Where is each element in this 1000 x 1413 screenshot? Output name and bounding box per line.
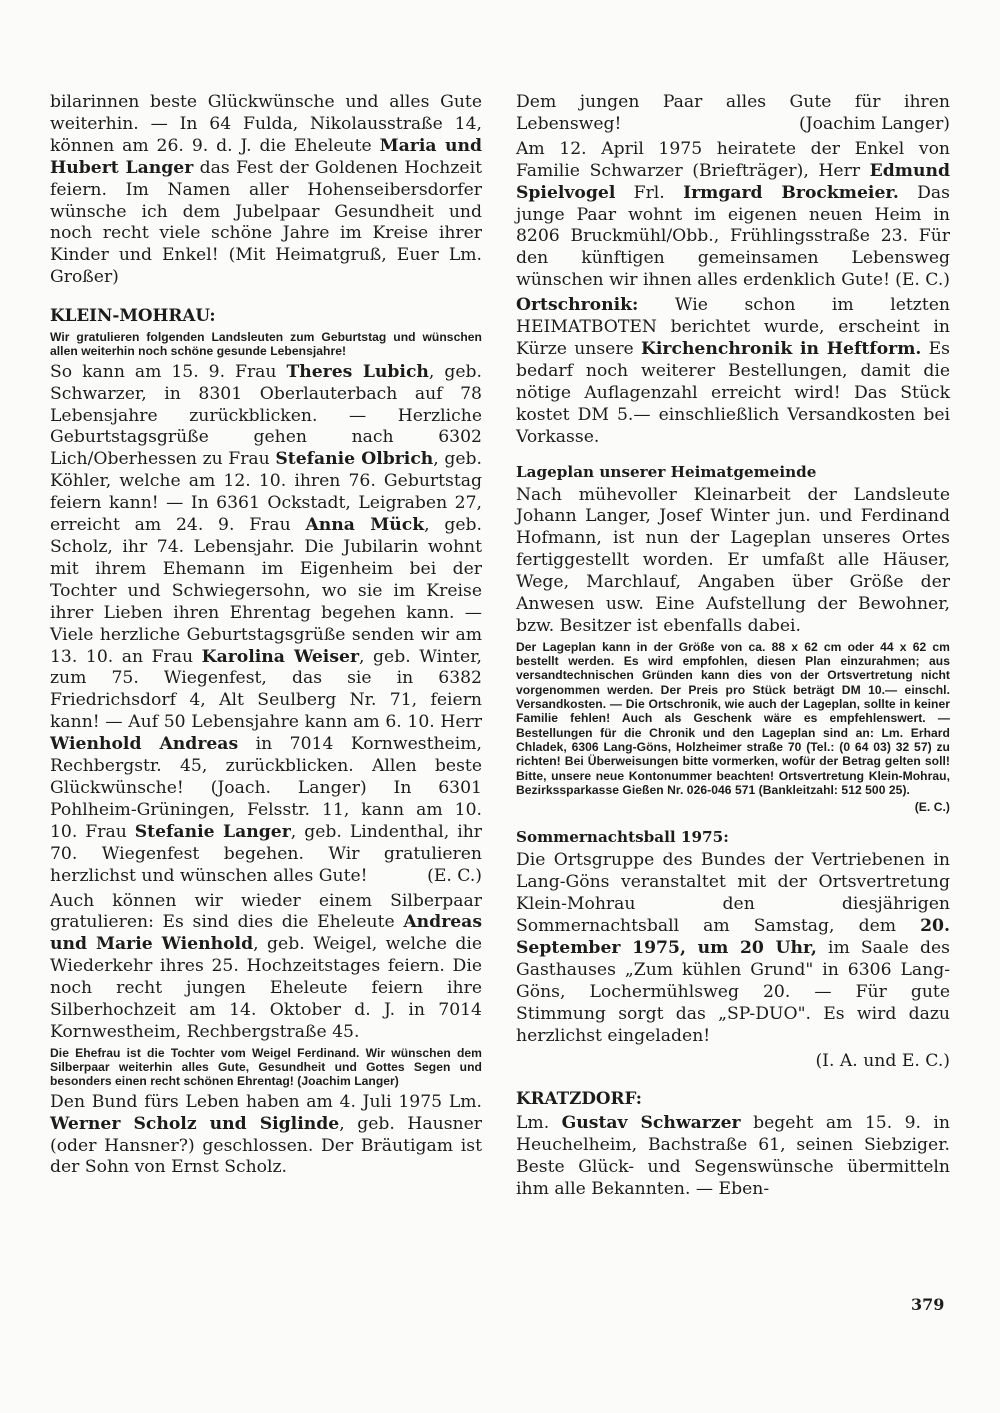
paragraph-wedding-spielvogel: Am 12. April 1975 heiratete der Enkel von Familie Schwarzer (Briefträger), Herr Edmund Spielvogel Frl. Irmgard Brockmeier. Das junge Paar wohnt im eigenen neuen Heim in 8206 Bruckmühl/Obb., Frühlingsstraße 23. Für den künftigen gemeinsamen Lebensweg wünschen wir ihnen alles erdenklich Gute! (E. C.) [516, 138, 951, 291]
signature: (E. C.) [914, 800, 950, 815]
lageplan-small-print: Der Lageplan kann in der Größe von ca. 88 x 62 cm oder 44 x 62 cm bestellt werden. Es wird empfohlen, diesen Plan einzurahmen; aus versandtechnischen Gründen kann dies von der Ortsvertretung nicht vorgenommen werden. Der Preis pro Stück beträgt DM 10.— einschl. Versandkosten. — Die Ortschronik, wie auch der Lageplan, sollte in keiner Familie fehlen! Auch als Geschenk wäre es empfehlenswert. — Bestellungen für die Chronik und den Lageplan sind an: Lm. Erhard Chladek, 6306 Lang-Göns, Holzheimer straße 70 (Tel.: (0 64 03) 32 57) zu richten! Bei Überweisungen bitte vormerken, wofür der Betrag gelten soll! Bitte, unsere neue Kontonummer beachten! Ortsvertretung Klein-Mohrau, Bezirkssparkasse Gießen Nr. 026-046 571 (Bankleitzahl: 512 500 25). [516, 639, 950, 797]
page-number: 379 [911, 1295, 945, 1314]
signature: (I. A. und E. C.) [815, 1050, 950, 1071]
section-heading-klein-mohrau: KLEIN-MOHRAU: [50, 305, 216, 326]
section-heading-sommernachtsball: Sommernachtsball 1975: [516, 828, 729, 847]
paragraph-birthdays: So kann am 15. 9. Frau Theres Lubich, geb. Schwarzer, in 8301 Oberlauterbach auf 78 Lebensjahre zurückblicken. — Herzliche Geburtstagsgrüße gehen nach 6302 Lich/Oberhessen zu Frau Stefanie Olbrich, geb. Köhler, welche am 12. 10. ihren 76. Geburtstag feiern kann! — In 6361 Ockstadt, Leigraben 27, erreicht am 24. 9. Frau Anna Mück, geb. Scholz, ihr 74. Lebensjahr. Die Jubilarin wohnt mit ihrem Ehemann im Eigenheim bei der Tochter und Schwiegersohn, wo sie im Kreise ihrer Lieben ihren Ehrentag begehen kann. — Viele herzliche Geburtstagsgrüße senden wir am 13. 10. an Frau Karolina Weiser, geb. Winter, zum 75. Wiegenfest, das sie in 6382 Friedrichsdorf 4, Alt Seulberg Nr. 71, feiern kann! — Auf 50 Lebensjahre kann am 6. 10. Herr Wienhold Andreas in 7014 Kornwestheim, Rechbergstr. 45, zurückblicken. Allen beste Glückwünsche! (Joach. Langer) In 6301 Pohlheim-Grüningen, Felsstr. 11, kann am 10. 10. Frau Stefanie Langer, geb. Lindenthal, ihr 70. Wiegenfest begehen. Wir gratulieren herzlichst und wünschen alles Gute! (E. C.) [50, 361, 483, 886]
intro-small-print: Wir gratulieren folgenden Landsleuten zum Geburtstag und wünschen allen weiterhin noch schöne gesunde Lebensjahre! [50, 330, 482, 359]
paragraph-kratzdorf: Lm. Gustav Schwarzer begeht am 15. 9. in Heuchelheim, Bachstraße 61, seinen Siebziger. Beste Glück- und Segenswünsche übermitteln ihm alle Bekannten. — Eben- [516, 1113, 950, 1200]
paragraph-wedding-scholz: Den Bund fürs Leben haben am 4. Juli 1975 Lm. Werner Scholz und Siglinde, geb. Hausner (oder Hansner?) geschlossen. Der Bräutigam ist der Sohn von Ernst Scholz. [50, 1091, 482, 1178]
paragraph-silver-wedding: Auch können wir wieder einem Silberpaar gratulieren: Es sind dies die Eheleute Andreas und Marie Wienhold, geb. Weigel, welche die Wiederkehr ihres 25. Hochzeitstages feiern. Die noch recht jungen Eheleute feiern ihre Silberhochzeit am 14. Oktober d. J. in 7014 Kornwestheim, Rechbergstraße 45. [50, 890, 482, 1042]
section-heading-lageplan: Lageplan unserer Heimatgemeinde [516, 462, 817, 481]
paragraph-ortschronik: Ortschronik: Wie schon im letzten HEIMATBOTEN berichtet wurde, erscheint in Kürze unsere Kirchenchronik in Heftform. Es bedarf noch weiterer Bestellungen, damit die nötige Auflagenzahl erreicht wird! Das Stück kostet DM 5.— einschließlich Versandkosten bei Vorkasse. [516, 295, 950, 447]
signature: (E. C.) [895, 270, 950, 291]
paragraph-golden-wedding: bilarinnen beste Glückwünsche und alles Gute weiterhin. — In 64 Fulda, Nikolausstraße 14, können am 26. 9. d. J. die Eheleute Maria und Hubert Langer das Fest der Goldenen Hochzeit feiern. Im Namen aller Hohenseibersdorfer wünsche ich dem Jubelpaar Gesundheit und noch recht viele schöne Jahre im Kreise ihrer Kinder und Enkel! (Mit Heimatgruß, Euer Lm. Großer) [50, 92, 482, 288]
section-heading-kratzdorf: KRATZDORF: [516, 1088, 642, 1109]
paragraph-wishes: Dem jungen Paar alles Gute für ihren Lebensweg! (Joachim Langer) [516, 92, 950, 134]
right-column [516, 92, 950, 1201]
paragraph-sommernachtsball: Die Ortsgruppe des Bundes der Vertriebenen in Lang-Göns veranstaltet mit der Ortsvertretung Klein-Mohrau den diesjährigen Sommernachtsball am Samstag, dem 20. September 1975, um 20 Uhr, im Saale des Gasthauses „Zum kühlen Grund" in 6306 Lang-Göns, Lochermühlsweg 20. — Für gute Stimmung sorgt das „SP-DUO". Es wird dazu herzlichst eingeladen! [516, 850, 950, 1046]
paragraph-lageplan: Nach mühevoller Kleinarbeit der Landsleute Johann Langer, Josef Winter jun. und Ferdinand Hofmann, ist nun der Lageplan unseres Ortes fertiggestellt worden. Er umfaßt alle Häuser, Wege, Marchlauf, Angaben über Größe der Anwesen usw. Eine Aufstellung der Bewohner, bzw. Besitzer ist ebenfalls dabei. [516, 484, 950, 636]
left-column [50, 92, 482, 1179]
signature: (Joachim Langer) [799, 113, 950, 134]
signature: (E. C.) [427, 865, 482, 886]
silver-wedding-small-print: Die Ehefrau ist die Tochter vom Weigel Ferdinand. Wir wünschen dem Silberpaar weiterhin alles Gute, Gesundheit und Gottes Segen und besonders einen recht schönen Ehrentag! (Joachim Langer) [50, 1045, 482, 1089]
